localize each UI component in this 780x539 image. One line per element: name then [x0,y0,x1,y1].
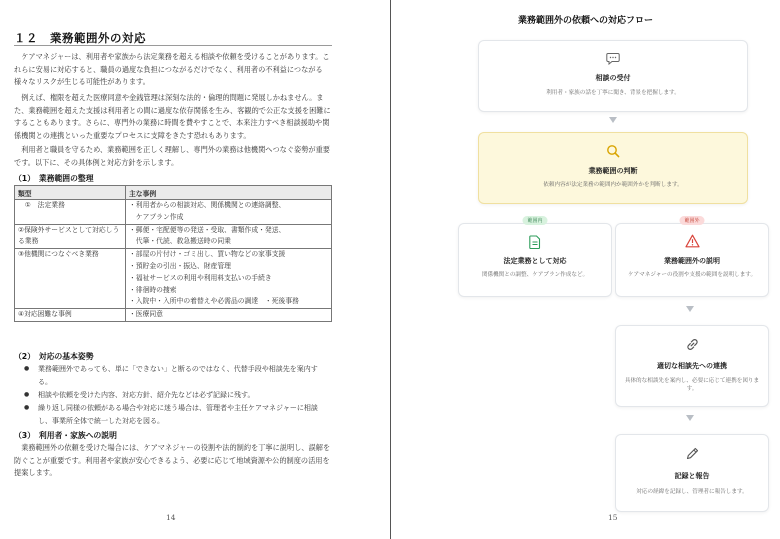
step-title: 法定業務として対応 [503,257,567,265]
example-line: ケアプラン作成 [129,212,184,221]
step-description: 依頼内容が法定業務の範囲内か範囲外かを判断します。 [543,182,683,188]
bullet-dot-icon: ● [24,365,30,372]
example-line: ・医療同意 [129,310,163,319]
table-row [15,200,332,225]
example-line: ・郵便・宅配便等の発送・受取、書類作成・発送、 [129,225,286,234]
step-description: ケアマネジャーの役割や支援の範囲を説明します。 [627,272,757,278]
page-number: 14 [166,513,176,522]
table-header-row [15,186,332,200]
step-title: 記録と報告 [674,472,710,480]
step-title: 業務範囲外の説明 [664,257,720,265]
link-icon [616,337,768,356]
step-description: 利用者・家族の話を丁寧に聞き、背景を把握します。 [546,90,680,96]
down-arrow-icon [686,306,694,312]
table-row [15,309,332,322]
closing-paragraph: 業務範囲外の依頼を受けた場合には、ケアマネジャーの役割や法的制約を丁寧に説明し、誤解を防ぐことが重要です。利用者や家族が安心できるよう、必要に応じて地域資源や公的制度の活用を提案します。 [14,443,331,477]
step-description: 対応の経緯を記録し、管理者に報告します。 [636,489,748,495]
table-cell-type: ②保険外サービスとして対応しうる業務 [15,224,126,249]
table-cell-examples [126,249,332,309]
badge-within-scope: 範囲内 [522,216,547,225]
subsection-heading-explanation: （3） 利用者・家族への説明 [14,431,117,440]
bullet-item: ● 相談や依頼を受けた内容、対応方針、紹介先などは必ず記録に残す。 [24,389,330,402]
flow-title: 業務範囲外の依頼への対応フロー [517,16,653,26]
flow-step-within-scope [458,218,612,297]
subsection-heading-scope: （1） 業務範囲の整理 [14,174,94,183]
intro-paragraph-3: 利用者と職員を守るため、業務範囲を正しく理解し、専門外の業務は他機関へつなぐ姿勢が重要です。以下に、その具体例と対応方針を示します。 [14,145,330,167]
table-header-examples: 主な事例 [126,186,332,200]
document-icon [459,234,611,253]
flow-step-record [615,434,769,512]
table-row [15,224,332,249]
example-line: ・部屋の片付け・ゴミ出し、買い物などの家事支援 [129,250,286,259]
example-line: ・入院中・入所中の着替えや必需品の調達 ・死後事務 [129,297,299,306]
magnifier-icon [479,143,747,162]
table-cell-type: ① 法定業務 [15,200,126,225]
step-title: 業務範囲の判断 [588,167,638,175]
intro-paragraph-2: 例えば、権限を超えた医療同意や金銭管理は深刻な法的・倫理的問題に発展しかねません。また、業務範囲を超えた支援は利用者との間に過度な依存関係を生み、客観的で公正な支援を困難にすることもあります。さらに、専門外の業務に時間を費やすことで、本来注力すべき相談援助や関係機関との連携といった重要なプロセスに支障をきたす恐れもあります。 [14,93,331,140]
section-title: １２ 業務範囲外の対応 [14,31,146,45]
table-cell-type: ④対応困難な事例 [15,309,126,322]
step-description: 具体的な相談先を案内し、必要に応じて連携を図ります。 [624,378,760,392]
bullet-item: ● 繰り返し同様の依頼がある場合や対応に迷う場合は、管理者や主任ケアマネジャーに相談し、事業所全体で統一した対応を図る。 [24,404,318,425]
table-row [15,249,332,309]
intro-paragraph-1: ケアマネジャーは、利用者や家族から法定業務を超える相談や依頼を受けることがあります。これらに安易に対応すると、職員の過度な負担につながるだけでなく、利用者の不利益につながる様々なリスクが生じる可能性があります。 [14,52,330,86]
step-description: 関係機関との調整、ケアプラン作成など。 [481,272,589,278]
page-number: 15 [608,513,618,522]
down-arrow-icon [686,415,694,421]
flow-step-judge [478,132,748,204]
down-arrow-icon [609,117,617,123]
table-cell-type: ③他機関につなぐべき業務 [15,249,126,309]
bullet-dot-icon: ● [24,404,30,411]
pencil-icon [616,446,768,465]
right-page [391,0,780,539]
chat-bubble-icon [479,50,747,69]
warning-icon [616,233,768,252]
flow-step-outside-scope [615,218,769,297]
badge-outside-scope: 範囲外 [679,216,704,225]
bullet-item: ● 業務範囲外であっても、単に「できない」と断るのではなく、代替手段や相談先を案内する。 [24,365,318,386]
example-line: ・福祉サービスの利用や利用料支払いの手続き [129,273,272,282]
bullet-dot-icon: ● [24,391,30,398]
table-cell-examples [126,309,332,322]
section-rule [14,45,332,46]
business-scope-table [14,185,332,322]
table-cell-examples [126,224,332,249]
table-cell-examples [126,200,332,225]
subsection-heading-stance: （2） 対応の基本姿勢 [14,352,94,361]
example-line: ・利用者からの相談対応、関係機関との連絡調整、 [129,201,286,209]
flow-step-referral [615,325,769,407]
example-line: ・預貯金の引出・振込、財産管理 [129,261,231,270]
step-title: 相談の受付 [595,74,631,82]
example-line: 代筆・代読、救急搬送時の同乗 [129,237,231,246]
table-header-type: 類型 [15,186,126,200]
flow-step-receive [478,40,748,112]
example-line: ・徘徊時の捜索 [129,285,177,294]
step-title: 適切な相談先への連携 [657,362,727,370]
